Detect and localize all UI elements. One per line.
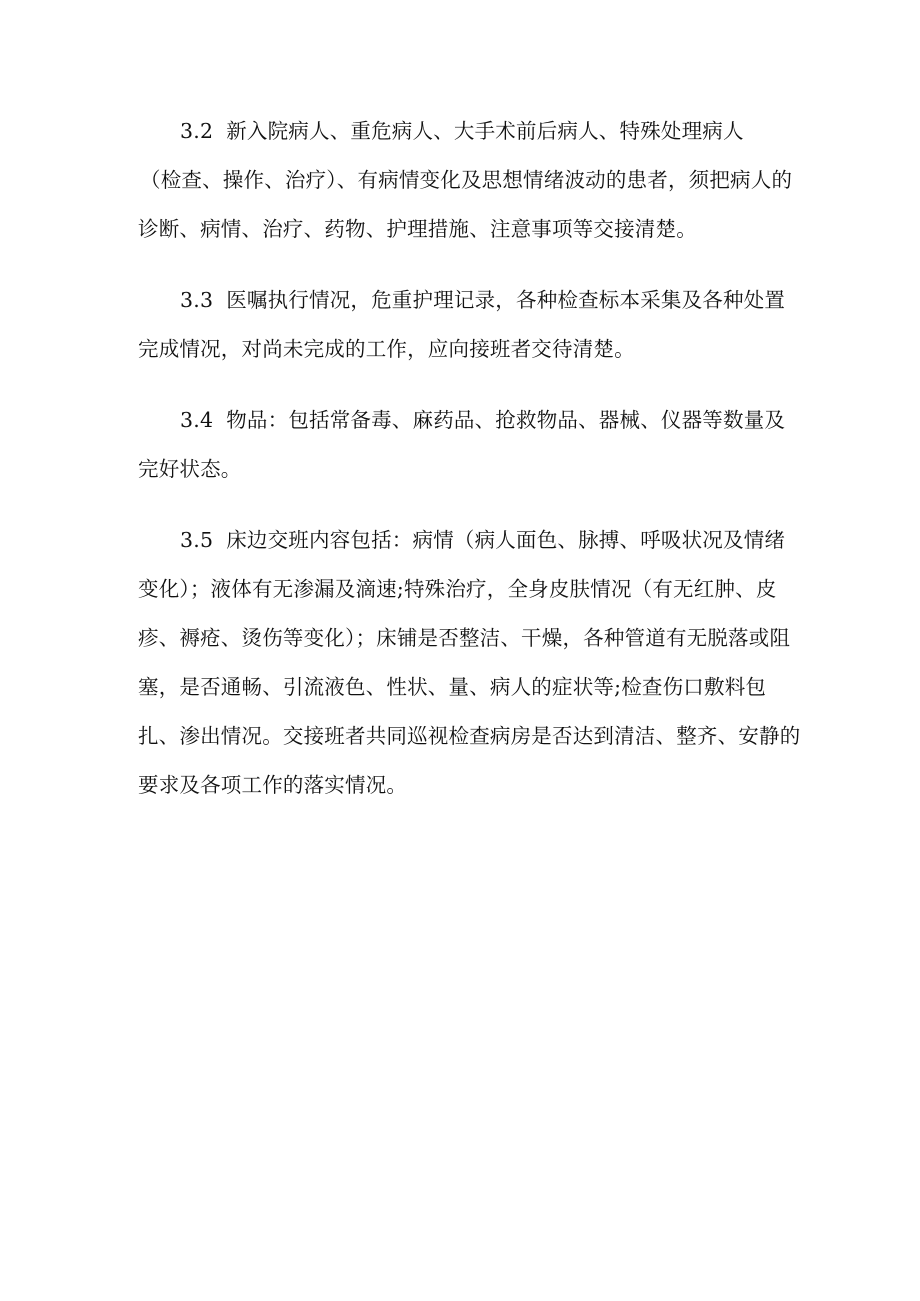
paragraph-text: 完成情况，对尚未完成的工作，应向接班者交待清楚。	[138, 337, 635, 361]
paragraph-text: 塞，是否通畅、引流液色、性状、量、病人的症状等;检查伤口敷料包	[138, 675, 767, 699]
paragraph-line	[140, 167, 792, 193]
paragraph-line	[138, 456, 242, 482]
paragraph-text: 扎、渗出情况。交接班者共同巡视检查病房是否达到清洁、整齐、安静的	[138, 724, 801, 748]
section-number: 3.3	[180, 288, 214, 312]
paragraph-text: 要求及各项工作的落实情况。	[138, 773, 408, 797]
paragraph-line	[138, 772, 407, 798]
paragraph-text: 变化）；液体有无渗漏及滴速;特殊治疗，全身皮肤情况（有无红肿、皮	[138, 577, 777, 601]
paragraph-line	[180, 527, 785, 553]
paragraph-line	[180, 407, 785, 433]
paragraph-line	[138, 216, 697, 242]
paragraph-line	[138, 674, 766, 700]
section-number: 3.2	[180, 119, 214, 143]
paragraph-text: 新入院病人、重危病人、大手术前后病人、特殊处理病人	[226, 119, 744, 143]
section-number: 3.5	[180, 528, 214, 552]
paragraph-text: 诊断、病情、治疗、药物、护理措施、注意事项等交接清楚。	[138, 217, 697, 241]
paragraph-line	[138, 723, 800, 749]
paragraph-text: 床边交班内容包括：病情（病人面色、脉搏、呼吸状况及情绪	[226, 528, 786, 552]
paragraph-text: （检查、操作、治疗）、有病情变化及思想情绪波动的患者，须把病人的	[140, 168, 793, 192]
paragraph-line	[138, 336, 635, 362]
paragraph-line	[138, 576, 777, 602]
paragraph-line	[138, 625, 790, 651]
paragraph-text: 疹、褥疮、烫伤等变化）；床铺是否整洁、干燥，各种管道有无脱落或阻	[138, 626, 791, 650]
paragraph-text: 医嘱执行情况，危重护理记录，各种检查标本采集及各种处置	[226, 288, 786, 312]
paragraph-line	[180, 287, 785, 313]
paragraph-text: 物品：包括常备毒、麻药品、抢救物品、器械、仪器等数量及	[226, 408, 786, 432]
paragraph-line	[180, 118, 744, 144]
section-number: 3.4	[180, 408, 214, 432]
paragraph-text: 完好状态。	[138, 457, 242, 481]
